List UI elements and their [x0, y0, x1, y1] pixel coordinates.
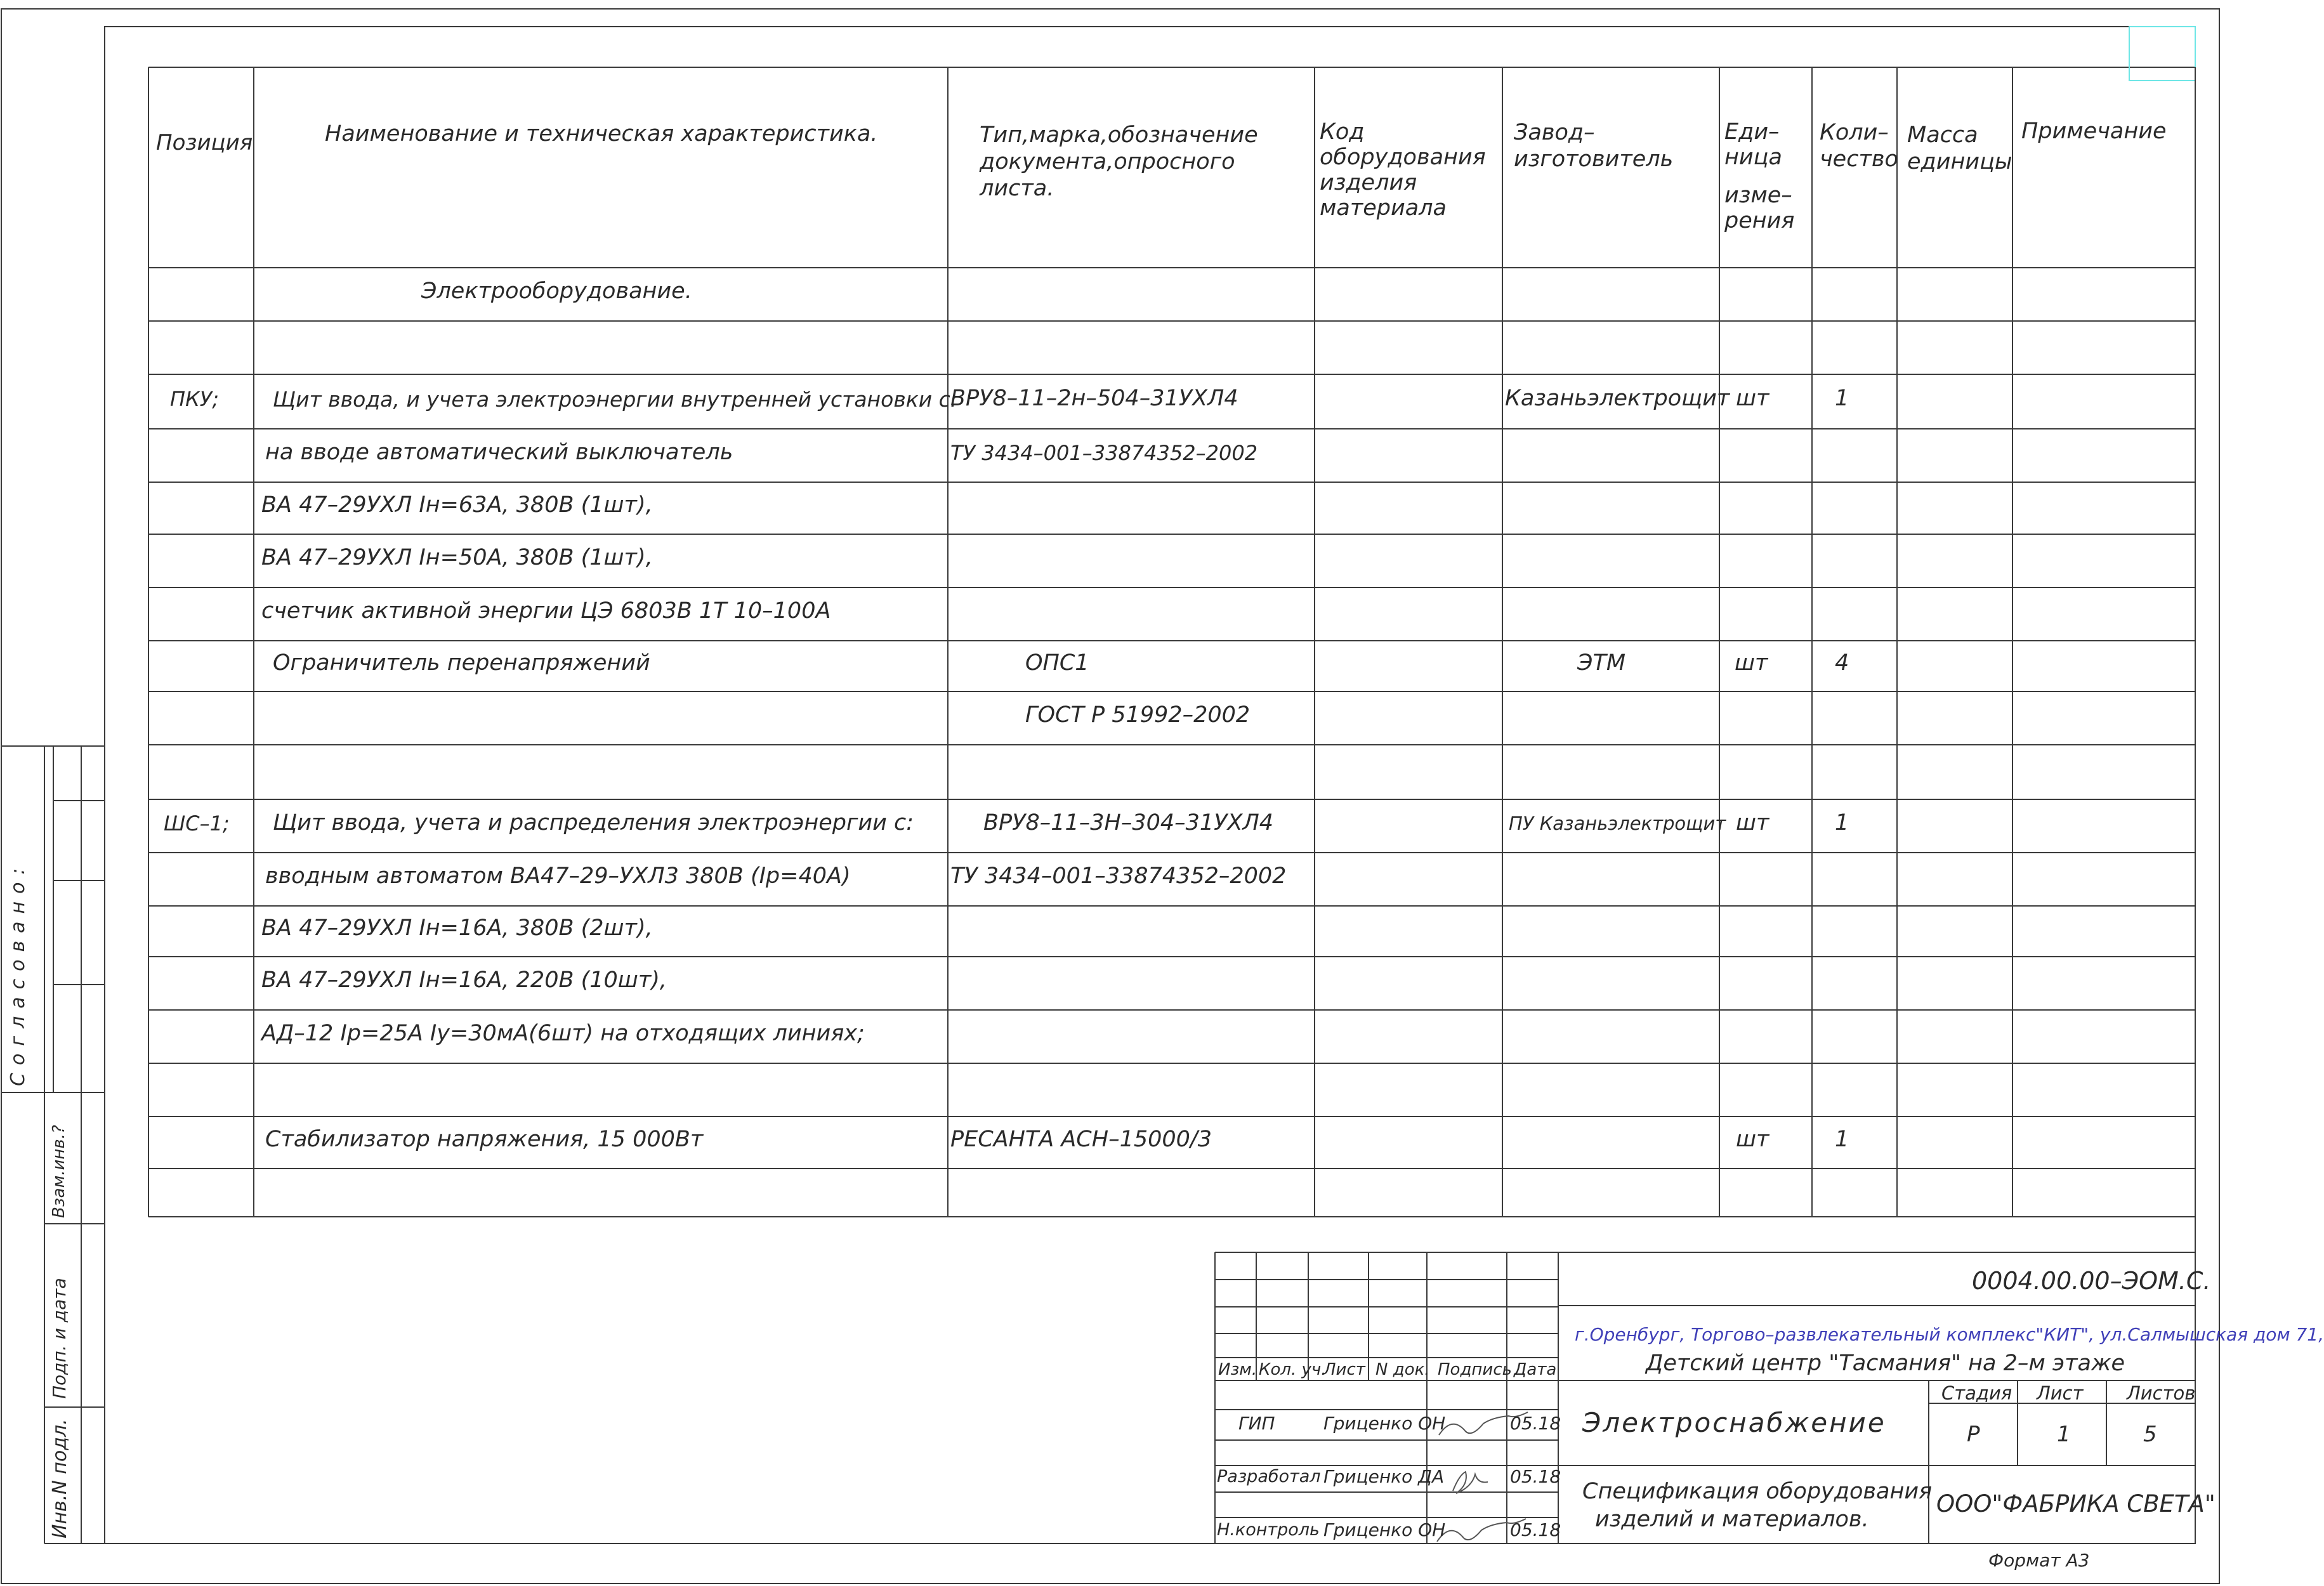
cell-unit: шт — [1736, 1127, 1769, 1153]
header-code: Код оборудования изделия материала — [1320, 119, 1486, 221]
cell-name: ВА 47–29УХЛ Iн=50А, 380В (1шт), — [261, 545, 653, 571]
cell-maker: ПУ Казаньэлектрощит — [1509, 813, 1726, 835]
sheets-label: Листов — [2127, 1382, 2196, 1404]
cell-pos: ШС–1; — [164, 811, 230, 836]
cell-name: АД–12 Iр=25А Iу=30мА(6шт) на отходящих линиях; — [261, 1021, 865, 1047]
cell-maker: Казаньэлектрощит — [1505, 386, 1730, 412]
cell-qty: 1 — [1835, 1127, 1849, 1153]
header-unit: Еди– ница изме– рения — [1724, 119, 1795, 233]
cell-unit: шт — [1736, 386, 1769, 412]
header-name: Наименование и техническая характеристика. — [325, 121, 878, 147]
cell-type: РЕСАНТА АСН–15000/3 — [950, 1127, 1212, 1153]
header-qty: Коли– чество — [1820, 120, 1898, 172]
cell-type: ТУ 3434–001–33874352–2002 — [950, 441, 1258, 466]
col-izm: Изм. — [1218, 1360, 1257, 1379]
cell-unit: шт — [1736, 810, 1769, 836]
header-position: Позиция — [156, 130, 253, 155]
cell-type: ВРУ8–11–3Н–304–31УХЛ4 — [983, 810, 1274, 836]
vzam-inv-label: Взам.инв.? — [49, 1125, 69, 1218]
cell-name: Щит ввода, и учета электроэнергии внутренней установки с: — [273, 386, 957, 412]
cell-name: Ограничитель перенапряжений — [273, 650, 650, 676]
stage-label: Стадия — [1941, 1382, 2012, 1404]
inv-podl-label: Инв.N подл. — [49, 1419, 71, 1538]
cell-maker: ЭТМ — [1577, 650, 1626, 676]
cell-name: Щит ввода, учета и распределения электроэнергии с: — [273, 810, 914, 836]
sheets-value: 5 — [2143, 1422, 2157, 1447]
col-ndoc: N док. — [1375, 1360, 1430, 1379]
cell-name: Стабилизатор напряжения, 15 000Вт — [265, 1127, 704, 1153]
date-developer: 05.18 — [1510, 1466, 1561, 1487]
cell-type: ВРУ8–11–2н–504–31УХЛ4 — [950, 386, 1238, 412]
role-developer: Разработал — [1217, 1467, 1321, 1486]
col-list: Лист — [1323, 1360, 1365, 1379]
header-mass: Масса единицы — [1907, 122, 2012, 174]
format-label: Формат А3 — [1988, 1550, 2090, 1571]
date-control: 05.18 — [1510, 1519, 1561, 1540]
cell-qty: 1 — [1835, 810, 1849, 836]
doc-title-line2: изделий и материалов. — [1595, 1507, 1869, 1532]
cell-name: ВА 47–29УХЛ Iн=63А, 380В (1шт), — [261, 492, 653, 518]
role-gip: ГИП — [1238, 1413, 1275, 1434]
object-text: Детский центр "Тасмания" на 2–м этаже — [1646, 1351, 2125, 1376]
cell-name: вводным автоматом ВА47–29–УХЛ3 380В (Iр=40А) — [265, 863, 851, 889]
col-podpis: Подпись — [1438, 1360, 1512, 1379]
cell-type: ОПС1 — [1025, 650, 1089, 676]
header-note: Примечание — [2021, 119, 2167, 144]
name-developer: Гриценко ДА — [1323, 1466, 1445, 1487]
cell-name: ВА 47–29УХЛ Iн=16А, 220В (10шт), — [261, 967, 667, 993]
col-data: Дата — [1514, 1360, 1557, 1379]
date-gip: 05.18 — [1510, 1413, 1561, 1434]
cell-type: ТУ 3434–001–33874352–2002 — [950, 863, 1287, 889]
role-control: Н.контроль — [1217, 1520, 1320, 1540]
doc-title-line1: Спецификация оборудования — [1582, 1479, 1933, 1504]
name-gip: Гриценко ОН — [1323, 1413, 1446, 1434]
cell-pos: ПКУ; — [170, 387, 220, 412]
project-title: Электроснабжение — [1582, 1407, 1886, 1438]
doc-code: 0004.00.00–ЭОМ.С. — [1972, 1267, 2211, 1295]
organization: ООО"ФАБРИКА СВЕТА" — [1936, 1490, 2216, 1517]
address-text: г.Оренбург, Торгово–развлекательный комплекс"КИТ", ул.Салмышская дом 71, — [1575, 1324, 2324, 1345]
name-control: Гриценко ОН — [1323, 1519, 1446, 1540]
cell-name: на вводе автоматический выключатель — [265, 440, 733, 466]
header-maker: Завод– изготовитель — [1514, 120, 1674, 172]
agreed-label: Согласовано: — [7, 860, 29, 1086]
cell-qty: 1 — [1835, 386, 1849, 412]
cell-type: ГОСТ Р 51992–2002 — [1025, 702, 1251, 728]
cell-name: счетчик активной энергии ЦЭ 6803В 1Т 10–100А — [261, 598, 831, 624]
cell-unit: шт — [1735, 650, 1768, 676]
sheet-label: Лист — [2037, 1382, 2084, 1404]
sheet-value: 1 — [2057, 1422, 2071, 1447]
stage-value: Р — [1967, 1422, 1980, 1447]
cell-qty: 4 — [1835, 650, 1849, 676]
col-kol: Кол. уч. — [1259, 1360, 1327, 1379]
header-type: Тип,марка,обозначение документа,опросного листа. — [980, 122, 1258, 201]
podp-data-label: Подп. и дата — [49, 1278, 70, 1399]
cell-name: ВА 47–29УХЛ Iн=16А, 380В (2шт), — [261, 915, 653, 941]
cell-name: Электрооборудование. — [421, 279, 692, 305]
